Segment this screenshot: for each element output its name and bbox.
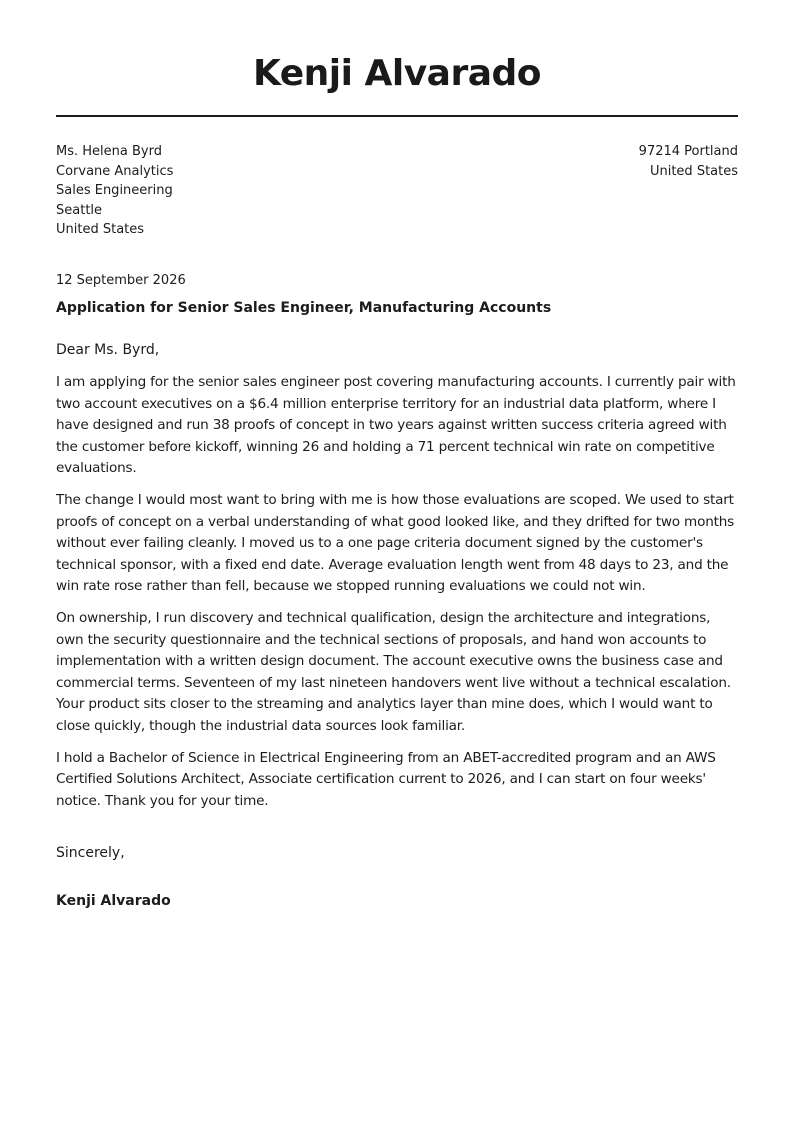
letter-subject: Application for Senior Sales Engineer, Manufacturing Accounts <box>56 300 552 316</box>
recipient-name: Ms. Helena Byrd <box>56 144 162 159</box>
letter-body <box>56 372 738 812</box>
applicant-name: Kenji Alvarado <box>252 53 542 94</box>
header-divider <box>56 115 738 117</box>
letter-date: 12 September 2026 <box>56 273 186 288</box>
body-paragraph: I hold a Bachelor of Science in Electrical Engineering from an ABET-accredited program and an AWS Certified Solutions Architect, Associate certification current to 2026, and I can start on four weeks' notice. Thank you for your time. <box>56 749 716 809</box>
recipient-city: Seattle <box>56 202 103 218</box>
body-paragraph: The change I would most want to bring with me is how those evaluations are scoped. We used to start proofs of concept on a verbal understanding of what good looked like, and they drifted for two months without ever failing cleanly. I moved us to a one page criteria document signed by the customer's technical sponsor, with a fixed end date. Average evaluation length went from 48 days to 23, and the win rate rose rather than fell, because we stopped running evaluations we could not win. <box>56 491 735 595</box>
sender-address <box>639 142 738 181</box>
body-paragraph: I am applying for the senior sales engineer post covering manufacturing accounts. I currently pair with two account executives on a $6.4 million enterprise territory for an industrial data platform, where I have designed and run 38 proofs of concept in two years against written success criteria agreed with the customer before kickoff, winning 26 and holding a 71 percent technical win rate on competitive evaluations. <box>56 374 736 477</box>
body-paragraph: On ownership, I run discovery and technical qualification, design the architecture and integrations, own the security questionnaire and the technical sections of proposals, and hand won accounts to implementation with a written design document. The account executive owns the business case and commercial terms. Seventeen of my last nineteen handovers went live without a technical escalation. Your product sits closer to the streaming and analytics layer than mine does, which I would want to close quickly, though the industrial data sources look familiar. <box>56 609 731 734</box>
recipient-department: Sales Engineering <box>56 183 173 199</box>
sender-country: United States <box>649 163 738 179</box>
signature: Kenji Alvarado <box>56 893 171 910</box>
sender-city: 97214 Portland <box>638 144 738 159</box>
cover-letter-page <box>56 0 738 911</box>
recipient-company: Corvane Analytics <box>56 163 174 179</box>
address-block <box>56 142 738 242</box>
recipient-address <box>56 142 173 240</box>
salutation: Dear Ms. Byrd, <box>56 342 160 358</box>
recipient-country: United States <box>56 222 145 238</box>
closing: Sincerely, <box>56 845 125 862</box>
